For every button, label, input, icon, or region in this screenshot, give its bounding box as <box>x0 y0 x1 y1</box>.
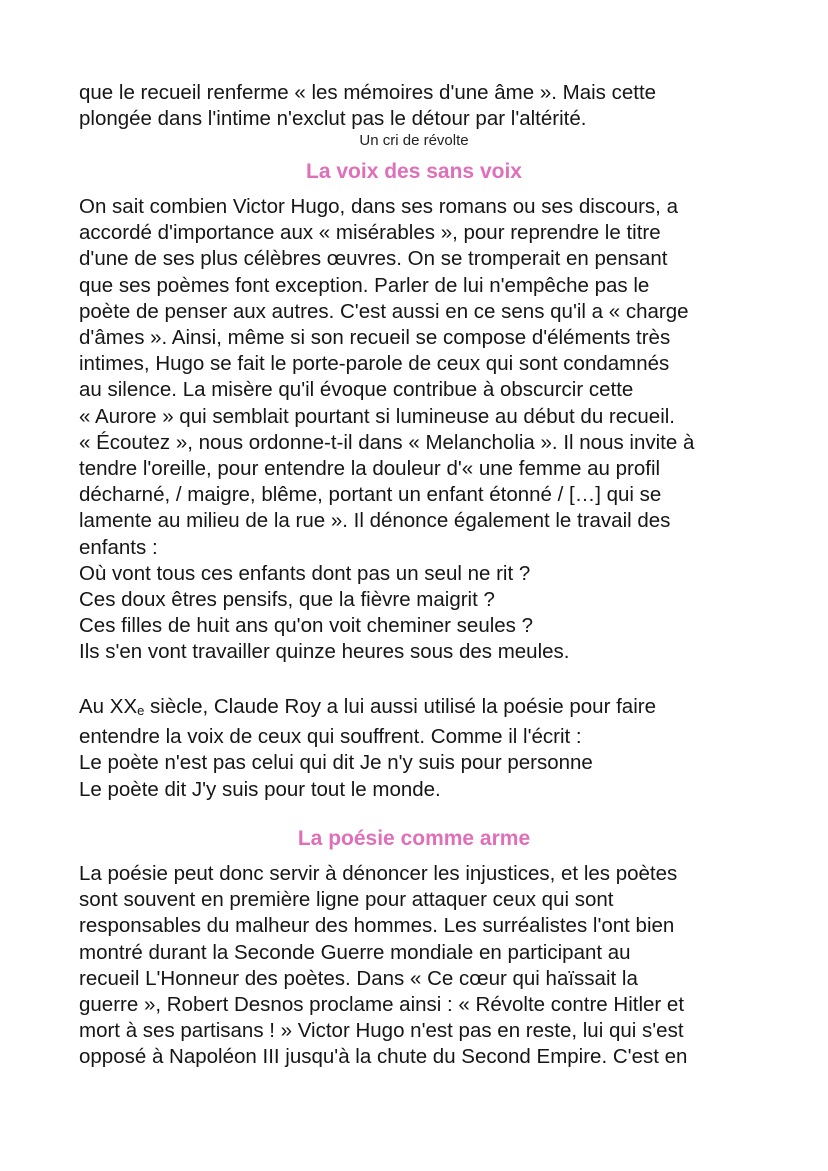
paragraph-line: que ses poèmes font exception. Parler de lui n'empêche pas le <box>79 273 650 297</box>
paragraph-line: responsables du malheur des hommes. Les surréalistes l'ont bien <box>79 914 675 938</box>
paragraph-line: accordé d'importance aux « misérables », pour reprendre le titre <box>79 221 661 245</box>
quote-line: Le poète dit J'y suis pour tout le monde. <box>79 777 441 801</box>
poem-line: Ils s'en vont travailler quinze heures sous des meules. <box>79 640 570 664</box>
section-heading-voix: La voix des sans voix <box>306 160 522 183</box>
paragraph-line: guerre », Robert Desnos proclame ainsi : « Révolte contre Hitler et <box>79 993 685 1017</box>
paragraph-line: recueil L'Honneur des poètes. Dans « Ce cœur qui haïssait la <box>79 966 638 990</box>
poem-line: Ces doux êtres pensifs, que la fièvre maigrit ? <box>79 588 495 612</box>
quote-line: Le poète n'est pas celui qui dit Je n'y suis pour personne <box>79 751 593 775</box>
intro-paragraph <box>79 80 768 132</box>
paragraph-line: d'âmes ». Ainsi, même si son recueil se compose d'éléments très <box>79 326 671 350</box>
intro-line: que le recueil renferme « les mémoires d'une âme ». Mais cette <box>79 81 657 104</box>
paragraph-line: d'une de ses plus célèbres œuvres. On se tromperait en pensant <box>79 247 668 271</box>
paragraph-line: mort à ses partisans ! » Victor Hugo n'est pas en reste, lui qui s'est <box>79 1019 684 1043</box>
roy-line-rest: siècle, Claude Roy a lui aussi utilisé la poésie pour faire <box>144 695 656 718</box>
paragraph-line: La poésie peut donc servir à dénoncer les injustices, et les poètes <box>79 862 678 885</box>
intro-line: plongée dans l'intime n'exclut pas le détour par l'altérité. <box>79 107 587 131</box>
paragraph-line: lamente au milieu de la rue ». Il dénonce également le travail des <box>79 509 671 533</box>
paragraph-line <box>79 694 768 724</box>
paragraph-line: « Aurore » qui semblait pourtant si lumineuse au début du recueil. <box>79 404 676 428</box>
paragraph-line: décharné, / maigre, blême, portant un enfant étonné / […] qui se <box>79 483 662 507</box>
paragraph-line: « Écoutez », nous ordonne-t-il dans « Melancholia ». Il nous invite à <box>79 430 695 454</box>
century-prefix: Au XX <box>79 695 138 718</box>
poem-line: Où vont tous ces enfants dont pas un seul ne rit ? <box>79 561 531 585</box>
paragraph-line: enfants : <box>79 535 158 559</box>
caption-text: Un cri de révolte <box>359 132 469 149</box>
paragraph-line: entendre la voix de ceux qui souffrent. Comme il l'écrit : <box>79 725 582 749</box>
century-suffix: e <box>137 703 145 718</box>
section1-paragraph <box>79 194 768 666</box>
paragraph-line: On sait combien Victor Hugo, dans ses romans ou ses discours, a <box>79 195 678 218</box>
section2-paragraph <box>79 861 768 1071</box>
poem-line: Ces filles de huit ans qu'on voit cheminer seules ? <box>79 614 534 638</box>
paragraph-line: opposé à Napoléon III jusqu'à la chute du Second Empire. C'est en <box>79 1045 688 1069</box>
paragraph-line: poète de penser aux autres. C'est aussi en ce sens qu'il a « charge <box>79 299 689 323</box>
paragraph-line: montré durant la Seconde Guerre mondiale en participant au <box>79 940 631 964</box>
paragraph-line: intimes, Hugo se fait le porte-parole de ceux qui sont condamnés <box>79 352 670 376</box>
paragraph-line: au silence. La misère qu'il évoque contribue à obscurcir cette <box>79 378 634 402</box>
roy-paragraph <box>79 694 768 803</box>
paragraph-line: tendre l'oreille, pour entendre la douleur d'« une femme au profil <box>79 457 661 481</box>
paragraph-line: sont souvent en première ligne pour attaquer ceux qui sont <box>79 888 614 912</box>
section-heading-arme: La poésie comme arme <box>297 827 531 850</box>
